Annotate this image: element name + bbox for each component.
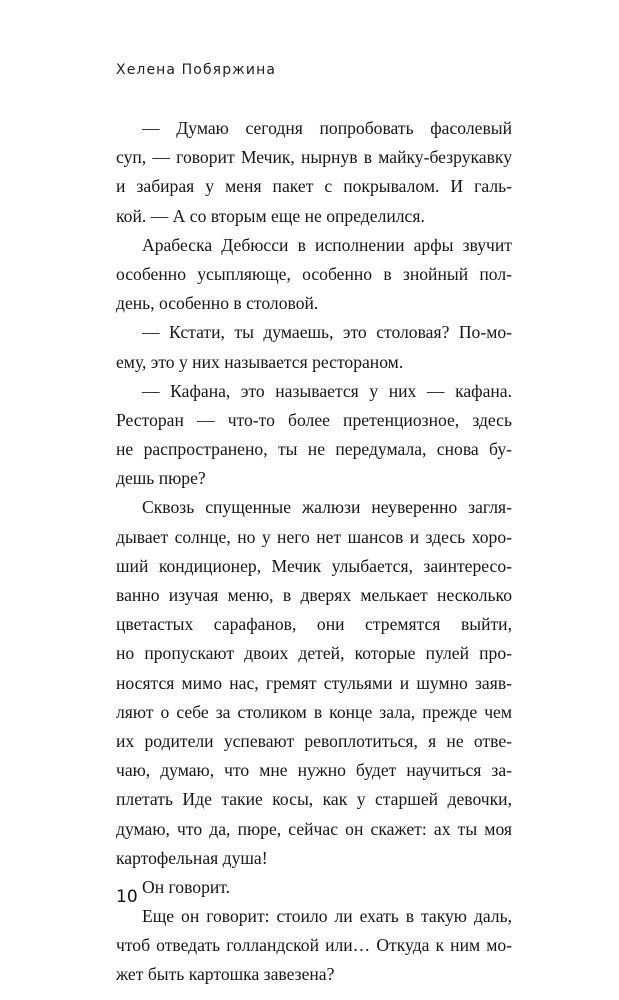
text-line: ванно изучая меню, в дверях мелькает несколько — [116, 585, 512, 605]
text-line: плетать Иде такие косы, как у старшей девочки, — [116, 789, 512, 810]
text-line: Он говорит. — [142, 876, 231, 897]
body-text — [116, 114, 512, 990]
text-line: Ресторан — что-то более претенциозное, здесь — [116, 409, 512, 430]
text-line: думаю, что да, пюре, сейчас он скажет: ах ты моя — [116, 818, 512, 839]
text-line: чаю, думаю, что мне нужно будет научиться за- — [116, 760, 512, 781]
text-line: — Кафана, это называется у них — кафана. — [142, 380, 512, 401]
text-line: жет быть картошка завезена? — [116, 964, 335, 985]
page-number: 10 — [116, 887, 138, 907]
text-line: кой. — А со вторым еще не определился. — [116, 205, 425, 226]
text-line: но пропускают двоих детей, которые пулей про- — [116, 643, 512, 664]
text-line: дывает солнце, но у него нет шансов и здесь хоро- — [116, 526, 512, 547]
text-line: их родители успевают ревоплотиться, я не отве- — [116, 730, 512, 751]
text-line: дешь пюре? — [116, 468, 206, 489]
text-line: цветастых сарафанов, они стремятся выйти, — [116, 614, 512, 635]
text-line: и забирая у меня пакет с покрывалом. И галь- — [116, 176, 512, 197]
text-line: носятся мимо нас, гремят стульями и шумно заяв- — [116, 672, 512, 693]
text-line: — Думаю сегодня попробовать фасолевый — [142, 118, 512, 138]
text-line: ему, это у них называется рестораном. — [116, 351, 404, 372]
text-line: день, особенно в столовой. — [116, 293, 319, 314]
text-line: ший кондиционер, Мечик улыбается, заинтересо- — [116, 555, 512, 576]
running-header: Хелена Побяржина — [116, 62, 277, 78]
text-line: картофельная душа! — [116, 847, 268, 868]
text-line: чтоб отведать голландской или… Откуда к ним мо- — [116, 935, 512, 956]
text-line: не распространено, ты не передумала, снова бу- — [116, 439, 512, 460]
text-line: Арабеска Дебюсси в исполнении арфы звучит — [142, 234, 512, 255]
text-line: — Кстати, ты думаешь, это столовая? По-мо- — [142, 322, 512, 343]
text-line: суп, — говорит Мечик, нырнув в майку-безрукавку — [116, 147, 512, 168]
text-line: ляют о себе за столиком в конце зала, прежде чем — [116, 701, 512, 722]
text-line: Сквозь спущенные жалюзи неуверенно загля- — [142, 497, 512, 518]
text-line: особенно усыпляюще, особенно в знойный пол- — [116, 263, 512, 284]
text-line: Еще он говорит: стоило ли ехать в такую даль, — [142, 906, 512, 927]
